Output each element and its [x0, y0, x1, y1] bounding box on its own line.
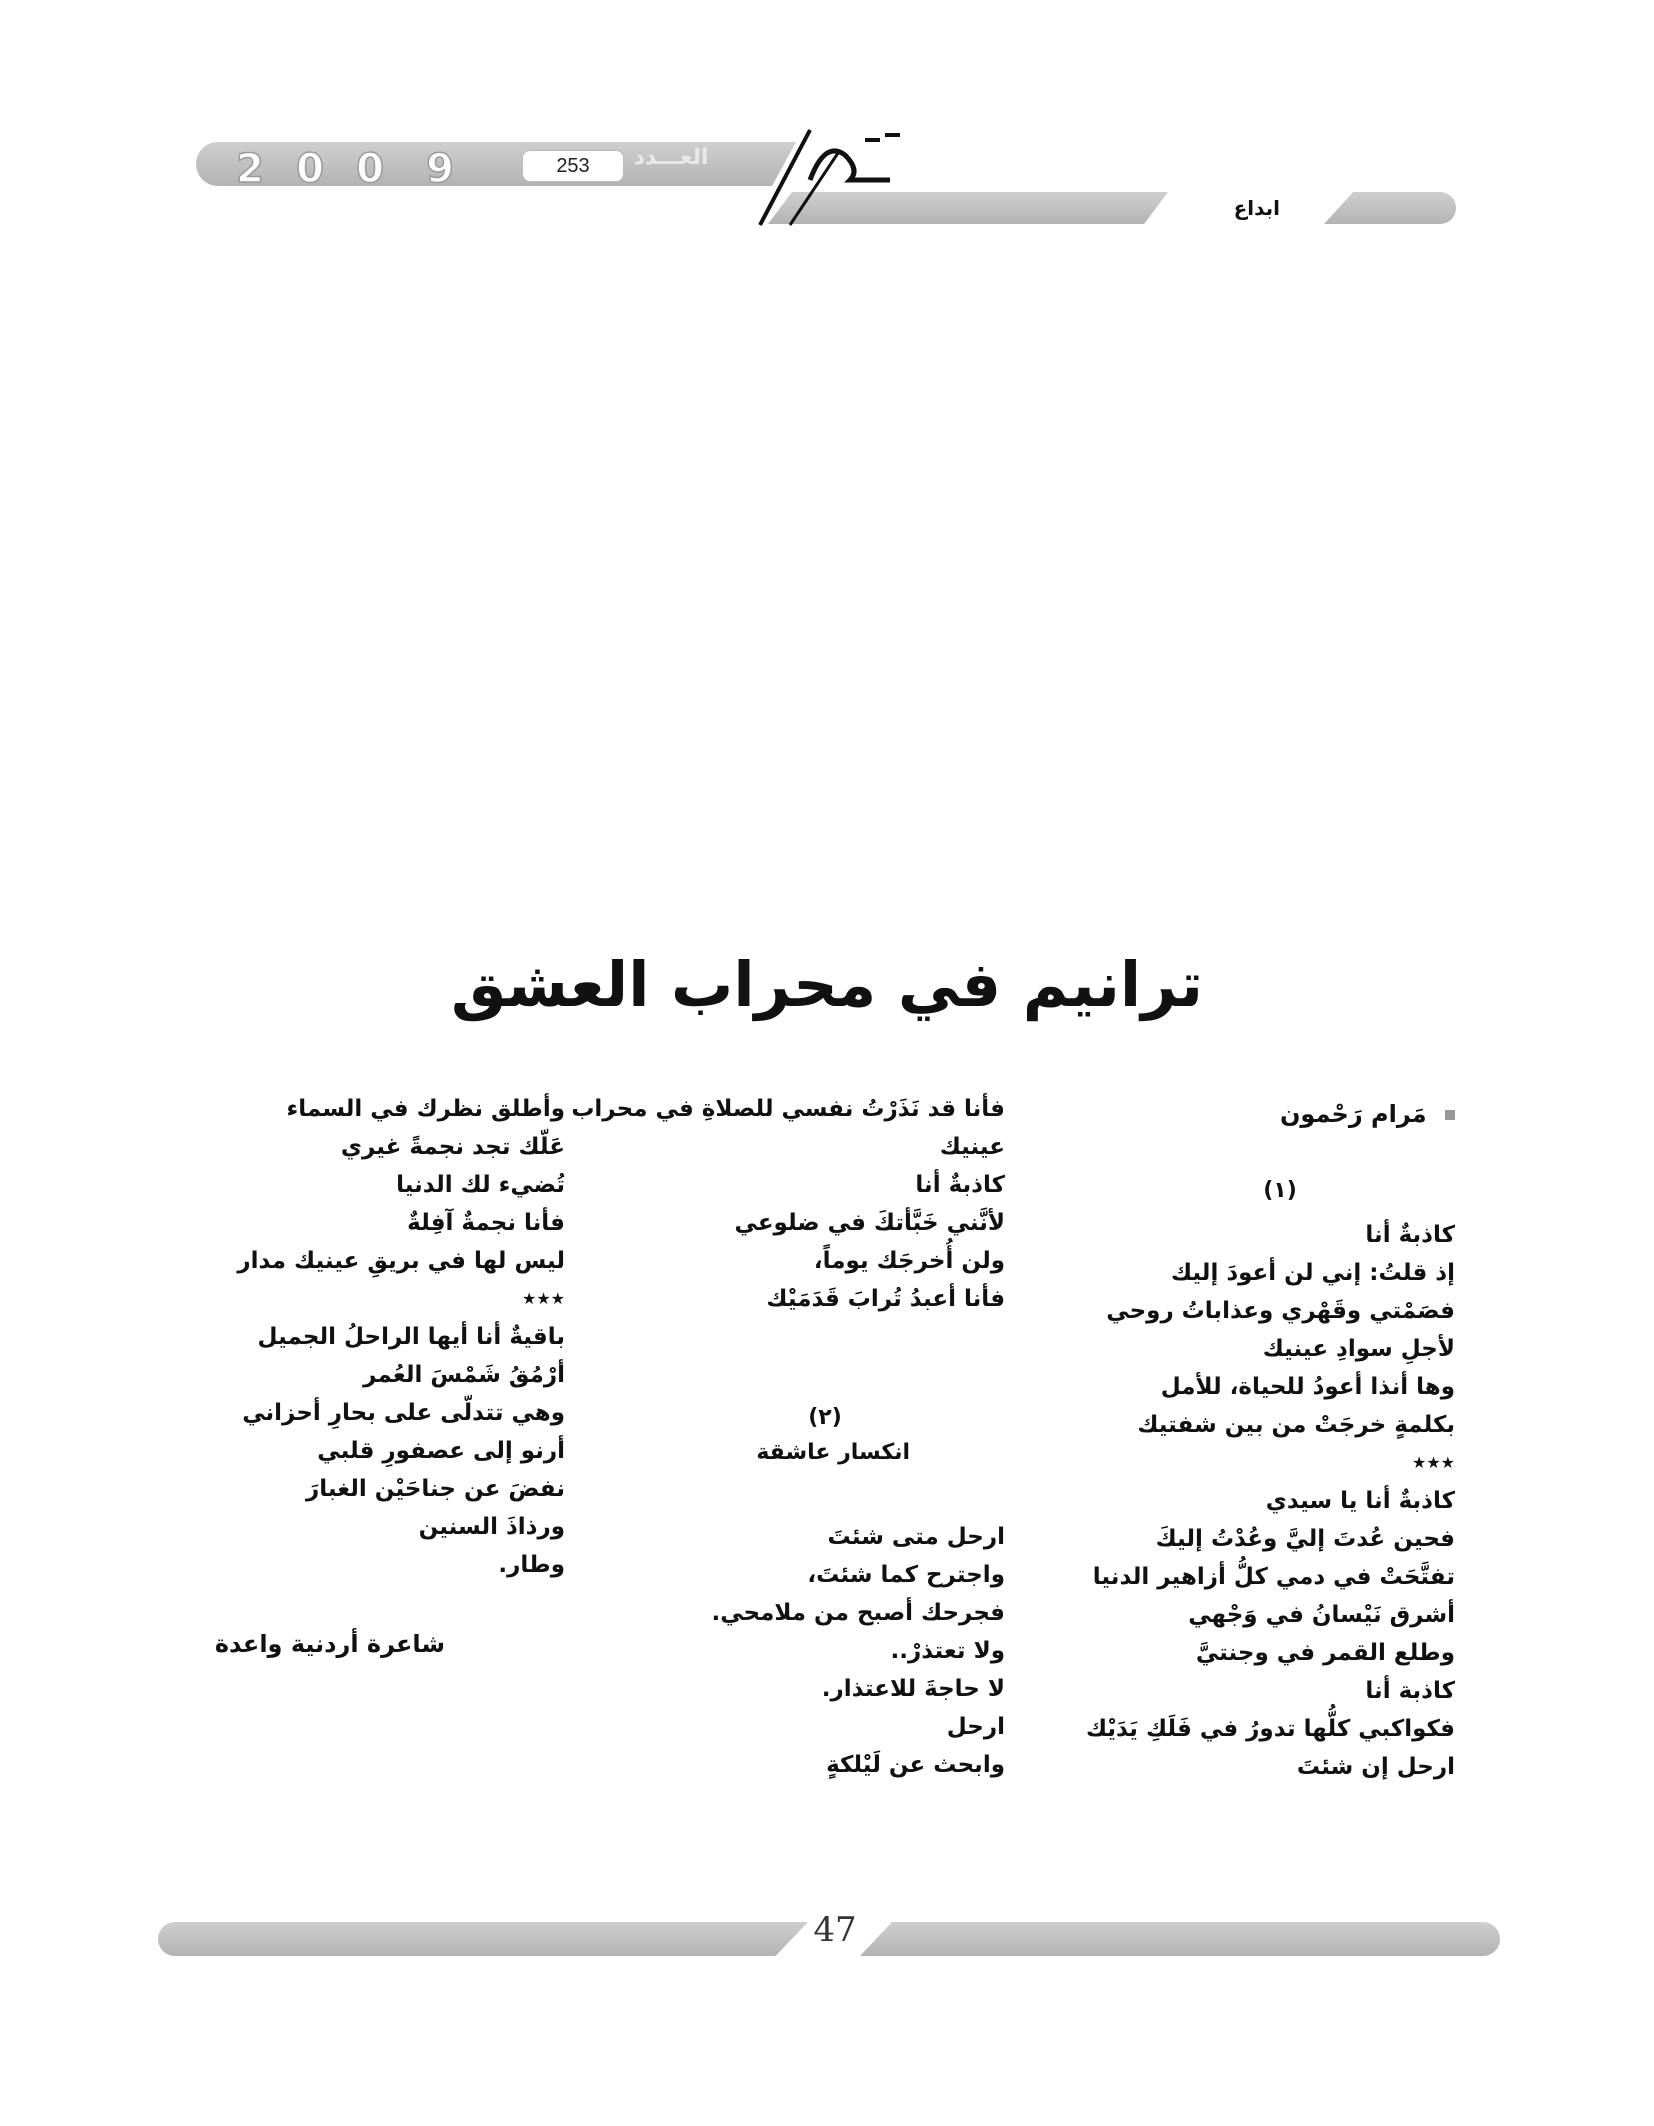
poem-line: باقيةٌ أنا أيها الراحلُ الجميل: [257, 1324, 565, 1350]
header-bar-section: [1324, 192, 1456, 224]
poem-line: واجترح كما شئتَ،: [807, 1562, 1005, 1588]
stanza-separator: ★★★: [521, 1289, 565, 1308]
poem-line: كاذبةٌ أنا: [915, 1172, 1005, 1198]
poem-line: ورذاذَ السنين: [418, 1514, 565, 1540]
poem-line: فصَمْتي وقَهْري وعذاباتُ روحي: [1106, 1298, 1455, 1324]
part-title: انكسار عاشقة: [756, 1440, 910, 1465]
poem-line: فكواكبي كلُّها تدورُ في فَلَكِ يَدَيْك: [1085, 1716, 1455, 1742]
author-name: مَرام رَحْمون: [1279, 1100, 1427, 1128]
poem-line: فأنا قد نَذَرْتُ نفسي للصلاةِ في محراب: [571, 1096, 1005, 1122]
column-middle-bottom: [600, 1518, 1005, 1784]
author-signature: شاعرة أردنية واعدة: [214, 1630, 445, 1658]
poem-line: وطلع القمر في وجنتيَّ: [1195, 1640, 1455, 1666]
poem-line: فأنا أعبدُ تُرابَ قَدَمَيْك: [766, 1286, 1005, 1312]
poem-line: وأطلق نظرك في السماء: [286, 1096, 565, 1122]
poem-line: كاذبةٌ أنا يا سيدي: [1265, 1488, 1455, 1514]
year-digit: 2: [236, 146, 264, 192]
poem-line: ارحل متى شئتَ: [827, 1524, 1005, 1550]
author-line: [1150, 1100, 1455, 1128]
poem-line: ارحل: [946, 1714, 1005, 1740]
poem-line: تُضيء لك الدنيا: [396, 1172, 565, 1198]
column-middle-top: [571, 1090, 1005, 1318]
poem-line: لأنَّني خَبَّأتكَ في ضلوعي: [734, 1210, 1005, 1236]
issue-label: العـــدد: [633, 145, 709, 170]
column-left: [237, 1090, 565, 1584]
bullet-square-icon: [1445, 1110, 1455, 1120]
issue-number: 253: [522, 150, 624, 182]
section-label: ابداع: [1233, 196, 1280, 220]
year-digit: 0: [356, 146, 384, 192]
part-number: (٢): [808, 1405, 842, 1430]
poem-line: وها أنذا أعودُ للحياة، للأمل: [1160, 1374, 1455, 1400]
poem-line: أشرق نَيْسانُ في وَجْهي: [1188, 1602, 1455, 1628]
poem-line: عينيك: [939, 1134, 1005, 1160]
poem-line: وطار.: [498, 1552, 565, 1578]
poem-line: كاذبة أنا: [1365, 1678, 1455, 1704]
article-title: ترانيم في محراب العشق: [450, 948, 1204, 1021]
poem-line: كاذبةٌ أنا: [1365, 1222, 1455, 1248]
magazine-logo: [750, 120, 910, 230]
poem-line: أرْمُقُ شَمْسَ العُمر: [363, 1362, 565, 1388]
poem-line: فجرحك أصبح من ملامحي.: [711, 1600, 1005, 1626]
poem-line: تفتَّحَتْ في دمي كلُّ أزاهير الدنيا: [1092, 1564, 1455, 1590]
poem-line: ارحل إن شئتَ: [1296, 1754, 1455, 1780]
year-digit: 0: [296, 146, 324, 192]
poem-line: لأجلِ سوادِ عينيك: [1262, 1336, 1455, 1362]
page-number: 47: [813, 1910, 857, 1950]
poem-line: أرنو إلى عصفورِ قلبي: [317, 1438, 565, 1464]
footer-bar-right: [860, 1922, 1500, 1956]
poem-line: ليس لها في بريقِ عينيك مدار: [237, 1248, 565, 1274]
poem-line: نفضَ عن جناحَيْن الغبارَ: [305, 1476, 565, 1502]
poem-line: وابحث عن لَيْلكةٍ: [826, 1752, 1005, 1778]
part-number: (١): [1263, 1178, 1297, 1203]
poem-line: ولن أُخرجَك يوماً،: [813, 1248, 1005, 1274]
poem-line: فأنا نجمةٌ آفِلةٌ: [407, 1210, 565, 1236]
poem-line: فحين عُدتَ إليَّ وعُدْتُ إليكَ: [1155, 1526, 1455, 1552]
poem-line: بكلمةٍ خرجَتْ من بين شفتيك: [1137, 1412, 1455, 1438]
column-right: [1085, 1216, 1455, 1786]
poem-line: ولا تعتذرْ..: [890, 1638, 1005, 1664]
stanza-separator: ★★★: [1411, 1453, 1455, 1472]
poem-line: إذ قلتُ: إني لن أعودَ إليك: [1171, 1260, 1455, 1286]
year-digit: 9: [426, 146, 454, 192]
poem-line: وهي تتدلّى على بحارِ أحزاني: [242, 1400, 565, 1426]
poem-line: عَلّك تجد نجمةً غيري: [340, 1134, 565, 1160]
poem-line: لا حاجةَ للاعتذار.: [821, 1676, 1005, 1702]
footer-bar-left: [158, 1922, 808, 1956]
